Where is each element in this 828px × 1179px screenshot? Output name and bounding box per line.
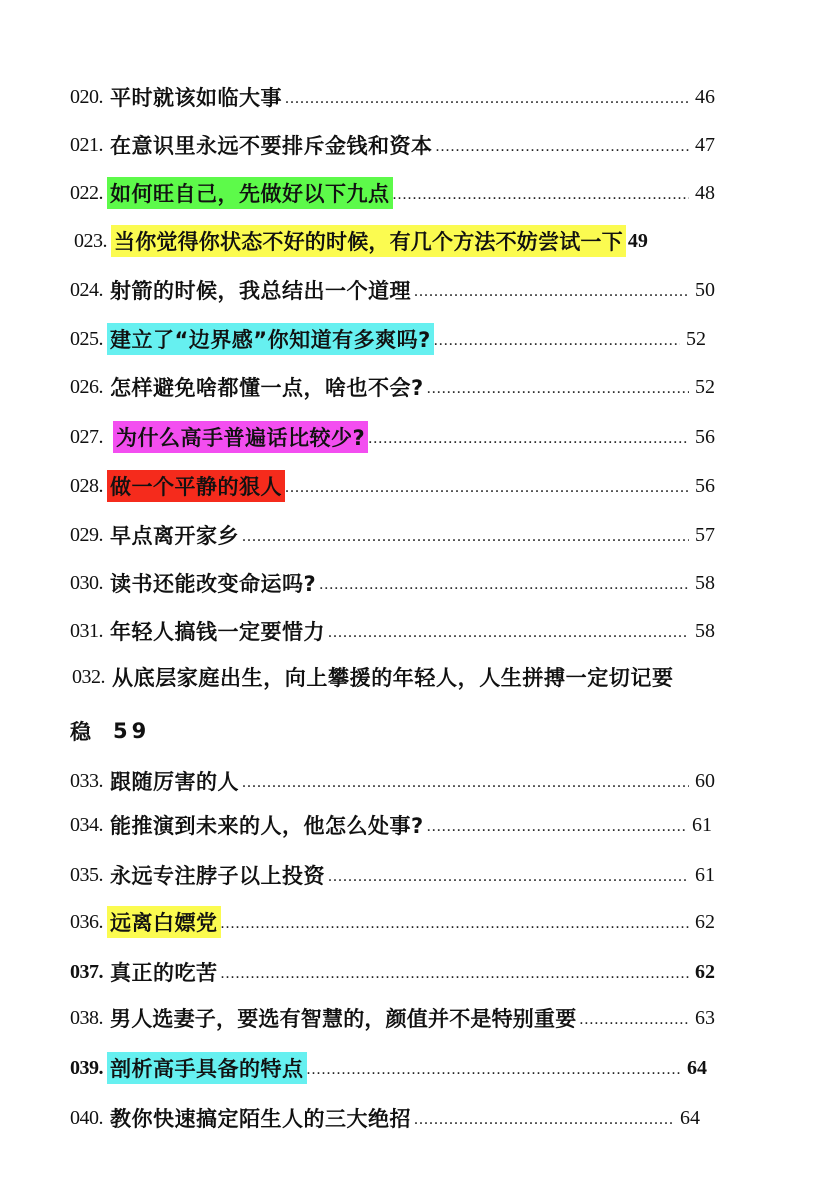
entry-number: 038. — [70, 1006, 103, 1029]
entry-page: 50 — [695, 278, 715, 301]
entry-title: 如何旺自己，先做好以下九点 — [107, 177, 393, 209]
entry-title: 做一个平静的狠人 — [107, 470, 285, 502]
toc-entry[interactable] — [70, 905, 715, 939]
toc-entry[interactable] — [70, 80, 715, 114]
entry-number: 030. — [70, 571, 103, 594]
entry-number: 040. — [70, 1106, 103, 1129]
toc-entry[interactable] — [74, 224, 714, 258]
toc-entry[interactable] — [70, 566, 715, 600]
entry-page: 52 — [686, 327, 706, 350]
entry-title: 教你快速搞定陌生人的三大绝招 — [110, 1107, 411, 1131]
dot-leader — [221, 965, 690, 983]
entry-title: 跟随厉害的人 — [110, 770, 239, 794]
entry-title: 当你觉得你状态不好的时候，有几个方法不妨尝试一下 — [111, 225, 626, 257]
dot-leader — [221, 915, 690, 933]
toc-entry[interactable] — [70, 1101, 700, 1135]
entry-title: 读书还能改变命运吗? — [110, 572, 317, 596]
entry-page: 49 — [627, 229, 648, 252]
entry-number: 024. — [70, 278, 103, 301]
entry-page: 58 — [695, 619, 715, 642]
entry-page: 47 — [695, 133, 715, 156]
entry-number: 027. — [70, 425, 103, 448]
entry-title: 怎样避免啥都懂一点，啥也不会? — [110, 376, 424, 400]
toc-entry[interactable] — [70, 1051, 707, 1085]
entry-title: 在意识里永远不要排斥金钱和资本 — [110, 134, 433, 158]
entry-page: 63 — [695, 1006, 715, 1029]
toc-entry-continuation — [70, 713, 150, 749]
dot-leader — [579, 1011, 689, 1029]
entry-title: 男人选妻子，要选有智慧的，颜值并不是特别重要 — [110, 1007, 577, 1031]
entry-number: 026. — [70, 375, 103, 398]
entry-number: 037. — [70, 960, 103, 983]
entry-page: 64 — [680, 1106, 700, 1129]
entry-page: 56 — [695, 474, 715, 497]
toc-entry[interactable] — [70, 518, 715, 552]
entry-page: 64 — [687, 1056, 707, 1079]
entry-number: 021. — [70, 133, 103, 156]
entry-title-line1: 从底层家庭出生，向上攀援的年轻人，人生拼搏一定切记要 — [112, 666, 674, 690]
toc-entry[interactable] — [70, 614, 715, 648]
dot-leader — [319, 576, 689, 594]
toc-entry[interactable] — [70, 322, 706, 356]
entry-page: 59 — [113, 719, 151, 743]
entry-title: 射箭的时候，我总结出一个道理 — [110, 279, 411, 303]
toc-entry[interactable] — [70, 469, 715, 503]
entry-number: 020. — [70, 85, 103, 108]
dot-leader — [328, 868, 689, 886]
entry-number: 029. — [70, 523, 103, 546]
entry-title: 永远专注脖子以上投资 — [110, 864, 325, 888]
entry-page: 56 — [695, 425, 715, 448]
entry-title: 建立了“边界感”你知道有多爽吗? — [107, 323, 434, 355]
dot-leader — [368, 430, 689, 448]
dot-leader — [414, 283, 689, 301]
toc-entry[interactable] — [70, 420, 715, 454]
entry-page: 46 — [695, 85, 715, 108]
entry-number: 033. — [70, 769, 103, 792]
entry-page: 60 — [695, 769, 715, 792]
entry-number: 031. — [70, 619, 103, 642]
entry-title: 平时就该如临大事 — [110, 86, 282, 110]
dot-leader — [285, 479, 689, 497]
toc-entry[interactable] — [70, 808, 712, 842]
toc-entry[interactable] — [70, 955, 715, 989]
entry-page: 52 — [695, 375, 715, 398]
dot-leader — [307, 1061, 682, 1079]
entry-title: 年轻人搞钱一定要惜力 — [110, 620, 325, 644]
dot-leader — [328, 624, 689, 642]
entry-number: 023. — [74, 229, 107, 252]
dot-leader — [434, 332, 680, 350]
dot-leader — [414, 1111, 674, 1129]
toc-entry[interactable] — [70, 858, 715, 892]
entry-number: 032. — [72, 665, 105, 688]
entry-page: 61 — [695, 863, 715, 886]
entry-title: 远离白嫖党 — [107, 906, 221, 938]
entry-page: 62 — [695, 910, 715, 933]
entry-page: 48 — [695, 181, 715, 204]
entry-number: 025. — [70, 327, 103, 350]
entry-number: 035. — [70, 863, 103, 886]
dot-leader — [436, 138, 690, 156]
toc-entry[interactable] — [70, 273, 715, 307]
entry-number: 022. — [70, 181, 103, 204]
toc-entry[interactable] — [70, 128, 715, 162]
toc-entry[interactable] — [70, 370, 715, 404]
entry-title: 剖析高手具备的特点 — [107, 1052, 307, 1084]
entry-title: 早点离开家乡 — [110, 524, 239, 548]
entry-title: 为什么高手普遍话比较少? — [113, 421, 368, 453]
entry-title: 真正的吃苦 — [110, 961, 218, 985]
entry-title-line2: 稳 — [70, 720, 91, 744]
toc-entry[interactable] — [70, 176, 715, 210]
toc-entry[interactable] — [70, 1001, 715, 1035]
dot-leader — [285, 90, 689, 108]
toc-entry-wrapped[interactable] — [72, 660, 722, 694]
dot-leader — [242, 774, 689, 792]
entry-page: 57 — [695, 523, 715, 546]
entry-page: 58 — [695, 571, 715, 594]
dot-leader — [427, 380, 689, 398]
entry-title: 能推演到未来的人，他怎么处事? — [110, 814, 424, 838]
dot-leader — [427, 818, 686, 836]
toc-entry[interactable] — [70, 764, 715, 798]
entry-number: 036. — [70, 910, 103, 933]
entry-page: 62 — [695, 960, 715, 983]
dot-leader — [242, 528, 689, 546]
entry-number: 039. — [70, 1056, 103, 1079]
entry-page: 61 — [692, 813, 712, 836]
entry-number: 034. — [70, 813, 103, 836]
entry-number: 028. — [70, 474, 103, 497]
dot-leader — [393, 186, 690, 204]
